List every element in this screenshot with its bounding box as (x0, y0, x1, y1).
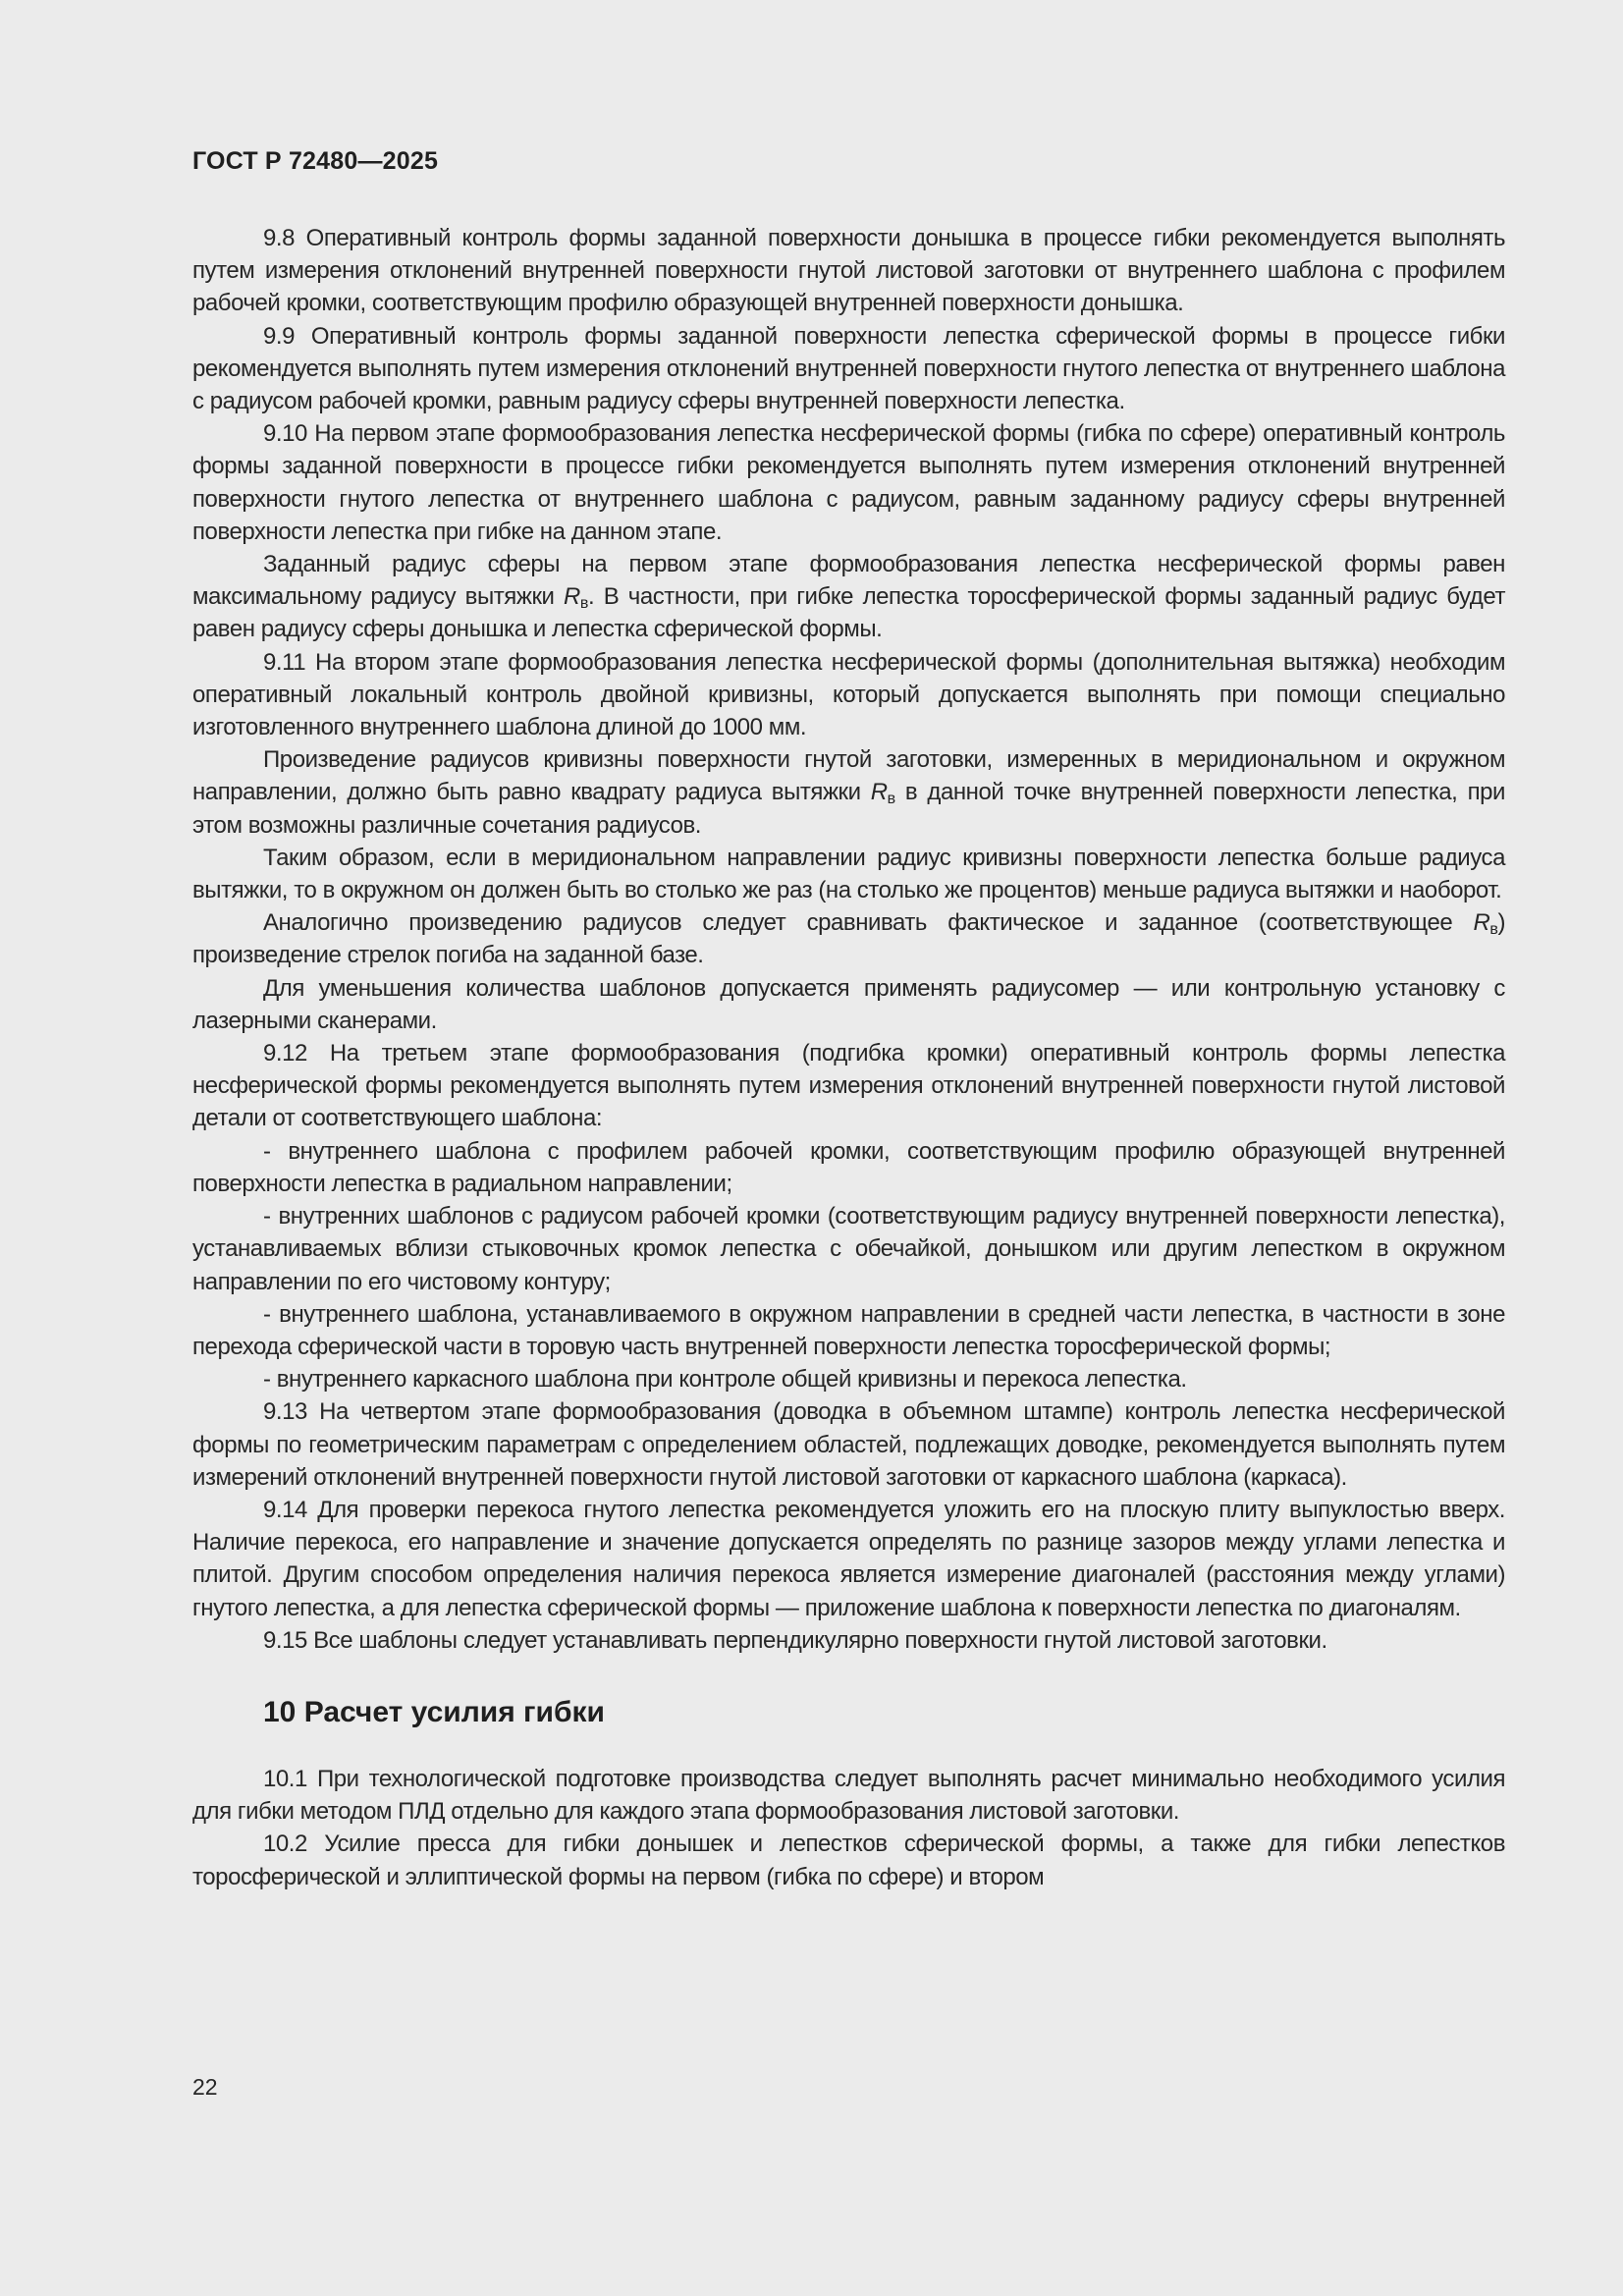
list-item: - внутреннего каркасного шаблона при контроле общей кривизны и перекоса лепестка. (263, 1366, 1187, 1394)
paragraph-radius-definition (192, 548, 1505, 646)
paragraph-9-9: 9.9 Оперативный контроль формы заданной поверхности лепестка сферической формы в процессе гибки рекомендуется выполнять путем измерения отклонений внутренней поверхности гнутого лепестка от внутреннего шаблона с радиусом рабочей кромки, равным радиусу сферы внутренней поверхности лепестка. (192, 322, 1505, 415)
text-segment: Аналогично произведению радиусов следует сравнивать фактическое и заданное (соответствующее (263, 909, 1474, 937)
text-segment: Заданный радиус сферы на первом этапе формообразования лепестка несферической формы равен максимальному радиусу вытяжки (192, 551, 1505, 611)
paragraph-template-reduction: Для уменьшения количества шаблонов допускается применять радиусомер — или контрольную установку с лазерными сканерами. (192, 974, 1505, 1034)
document-body (192, 222, 1505, 1893)
subscript-v: в (579, 595, 588, 613)
paragraph-10-1: 10.1 При технологической подготовке производства следует выполнять расчет минимально необходимого усилия для гибки методом ПЛД отдельно для каждого этапа формообразования листовой заготовки. (192, 1765, 1505, 1826)
paragraph-10-2: 10.2 Усилие пресса для гибки донышек и лепестков сферической формы, а также для гибки лепестков торосферической и эллиптической формы на первом (гибка по сфере) и втором (192, 1831, 1505, 1890)
text-segment: ) произведение стрелок погиба на заданной базе. (192, 909, 1505, 969)
text-segment: . В частности, при гибке лепестка торосферической формы заданный радиус будет равен радиусу сферы донышка и лепестка сферической формы. (192, 583, 1505, 643)
symbol-r: R (563, 583, 580, 611)
subscript-v: в (1489, 921, 1498, 939)
paragraph-9-10: 9.10 На первом этапе формообразования лепестка несферической формы (гибка по сфере) оперативный контроль формы заданной поверхности в процессе гибки рекомендуется выполнять путем измерения отклонений внутренней поверхности гнутого лепестка от внутреннего шаблона с радиусом, равным заданному радиусу сферы внутренней поверхности лепестка при гибке на данном этапе. (192, 420, 1505, 545)
paragraph-9-12: 9.12 На третьем этапе формообразования (подгибка кромки) оперативный контроль формы лепестка несферической формы рекомендуется выполнять путем измерения отклонений внутренней поверхности гнутой листовой детали от соответствующего шаблона: (192, 1040, 1505, 1132)
paragraph-9-13: 9.13 На четвертом этапе формообразования (доводка в объемном штампе) контроль лепестка несферической формы по геометрическим параметрам с определением областей, подлежащих доводке, рекомендуется выполнять путем измерений отклонений внутренней поверхности гнутой листовой заготовки от каркасного шаблона (каркаса). (192, 1398, 1505, 1491)
page-number: 22 (192, 2074, 218, 2100)
subscript-v: в (887, 791, 895, 808)
document-code-header: ГОСТ Р 72480—2025 (192, 147, 439, 175)
list-item: - внутреннего шаблона, устанавливаемого в окружном направлении в средней части лепестка, в частности в зоне перехода сферической части в торовую часть внутренней поверхности лепестка торосферической формы; (192, 1300, 1505, 1360)
paragraph-9-8: 9.8 Оперативный контроль формы заданной поверхности донышка в процессе гибки рекомендуется выполнять путем измерения отклонений внутренней поверхности гнутой листовой заготовки от внутреннего шаблона с профилем рабочей кромки, соответствующим профилю образующей внутренней поверхности донышка. (192, 225, 1505, 317)
symbol-r: R (870, 779, 888, 806)
paragraph-analogy (192, 906, 1505, 971)
paragraph-thus: Таким образом, если в меридиональном направлении радиус кривизны поверхности лепестка больше радиуса вытяжки, то в окружном он должен быть во столько же раз (на столько же процентов) меньше радиуса вытяжки и наоборот. (192, 844, 1505, 904)
list-item: - внутреннего шаблона с профилем рабочей кромки, соответствующим профилю образующей внутренней поверхности лепестка в радиальном направлении; (192, 1137, 1505, 1197)
section-heading: 10 Расчет усилия гибки (263, 1695, 605, 1728)
paragraph-radii-product (192, 743, 1505, 842)
symbol-r: R (1473, 909, 1490, 937)
paragraph-9-11: 9.11 На втором этапе формообразования лепестка несферической формы (дополнительная вытяжка) необходим оперативный локальный контроль двойной кривизны, который допускается выполнять при помощи специально изготовленного внутреннего шаблона длиной до 1000 мм. (192, 648, 1505, 741)
paragraph-9-15: 9.15 Все шаблоны следует устанавливать перпендикулярно поверхности гнутой листовой заготовки. (263, 1626, 1327, 1654)
list-item: - внутренних шаблонов с радиусом рабочей кромки (соответствующим радиусу внутренней поверхности лепестка), устанавливаемых вблизи стыковочных кромок лепестка с обечайкой, донышком или другим лепестком в окружном направлении по его чистовому контуру; (192, 1203, 1505, 1295)
text-segment: в данной точке внутренней поверхности лепестка, при этом возможны различные сочетания радиусов. (192, 779, 1505, 839)
text-segment: Произведение радиусов кривизны поверхности гнутой заготовки, измеренных в меридиональном и окружном направлении, должно быть равно квадрату радиуса вытяжки (192, 746, 1505, 806)
paragraph-9-14: 9.14 Для проверки перекоса гнутого лепестка рекомендуется уложить его на плоскую плиту выпуклостью вверх. Наличие перекоса, его направление и значение допускается определять по разнице зазоров между углами лепестка и плитой. Другим способом определения наличия перекоса является измерение диагоналей (расстояния между углами) гнутого лепестка, а для лепестка сферической формы — приложение шаблона к поверхности лепестка по диагоналям. (192, 1496, 1505, 1621)
